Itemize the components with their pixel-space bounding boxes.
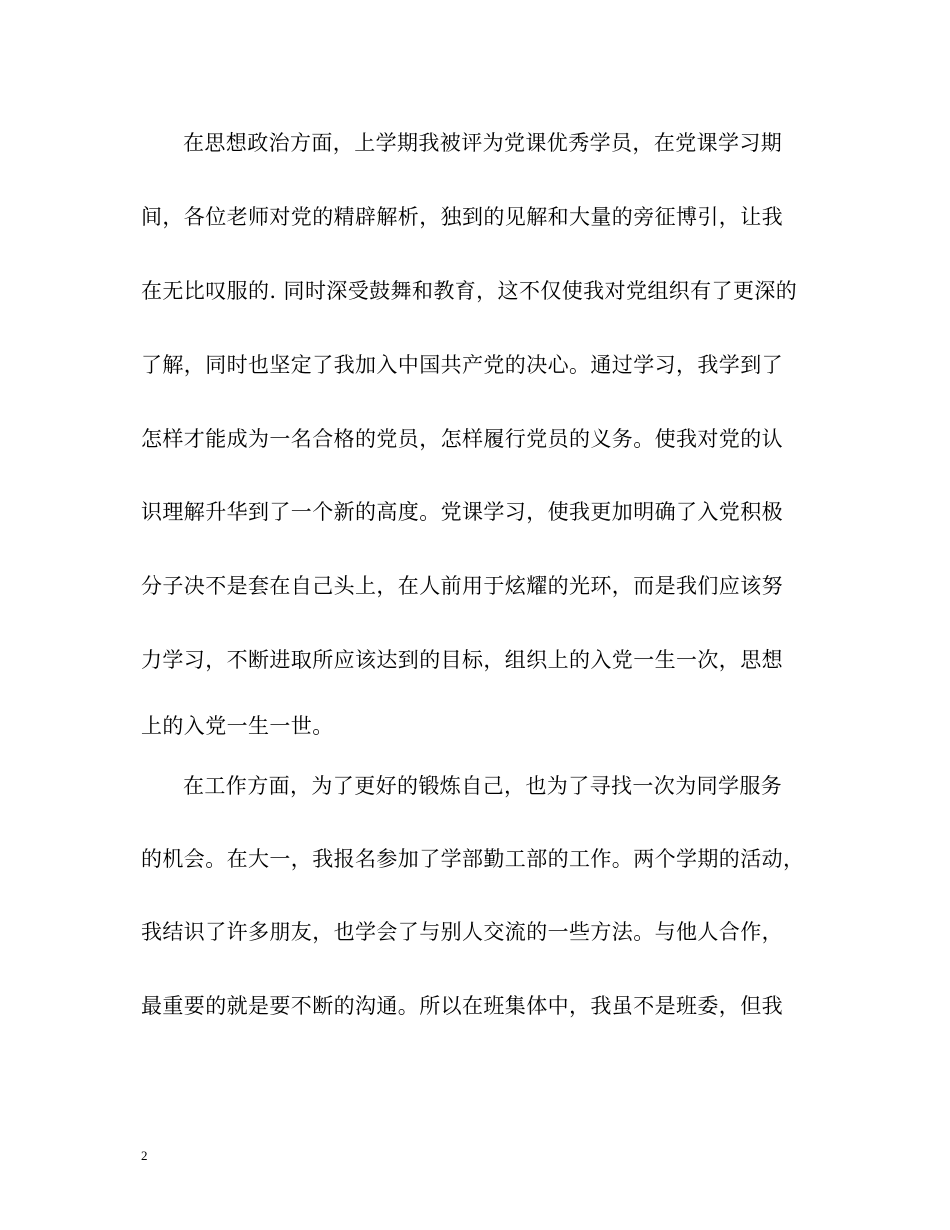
- paragraph-1-line-4: 了解，同时也坚定了我加入中国共产党的决心。通过学习，我学到了: [141, 353, 783, 377]
- paragraph-1-line-9: 上的入党一生一世。: [141, 714, 334, 738]
- paragraph-1-line-6: 识理解升华到了一个新的高度。党课学习，使我更加明确了入党积极: [141, 500, 783, 524]
- paragraph-1-line-1: 在思想政治方面，上学期我被评为党课优秀学员，在党课学习期: [183, 131, 783, 155]
- paragraph-2-line-2: 的机会。在大一，我报名参加了学部勤工部的工作。两个学期的活动，: [141, 847, 805, 871]
- page-number: 2: [141, 1148, 148, 1163]
- paragraph-2-line-3: 我结识了许多朋友，也学会了与别人交流的一些方法。与他人合作，: [141, 920, 783, 944]
- paragraph-2-line-1: 在工作方面，为了更好的锻炼自己，也为了寻找一次为同学服务: [183, 774, 783, 798]
- paragraph-1-line-5: 怎样才能成为一名合格的党员，怎样履行党员的义务。使我对党的认: [141, 427, 783, 451]
- paragraph-1-line-2: 间，各位老师对党的精辟解析，独到的见解和大量的旁征博引，让我: [141, 205, 783, 229]
- paragraph-1-line-7: 分子决不是套在自己头上，在人前用于炫耀的光环，而是我们应该努: [141, 574, 783, 598]
- paragraph-1-line-8: 力学习，不断进取所应该达到的目标，组织上的入党一生一次，思想: [141, 648, 783, 672]
- paragraph-2-line-4: 最重要的就是要不断的沟通。所以在班集体中，我虽不是班委，但我: [141, 994, 783, 1018]
- paragraph-1-line-3: 在无比叹服的. 同时深受鼓舞和教育，这不仅使我对党组织有了更深的: [141, 279, 798, 303]
